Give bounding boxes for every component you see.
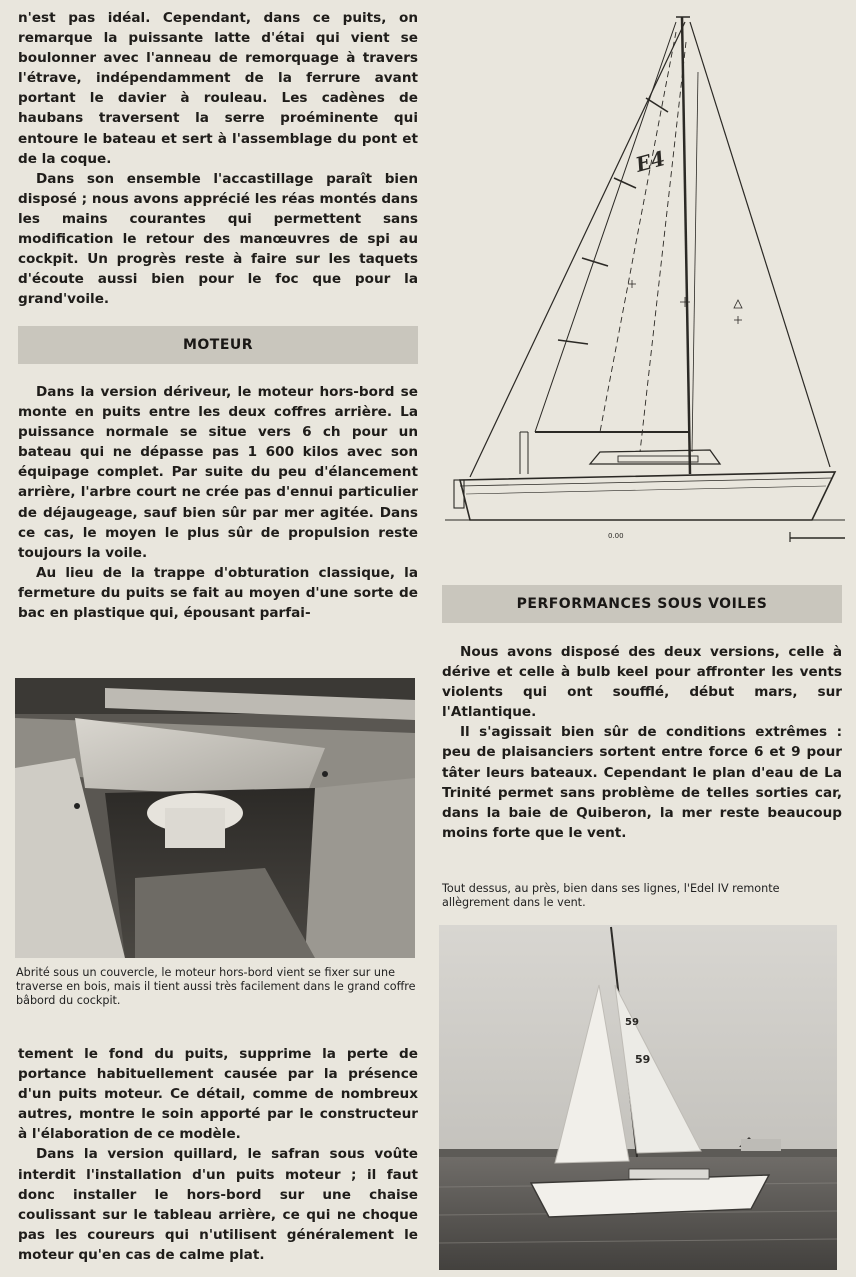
motor-photo-caption: Abrité sous un couvercle, le moteur hors-bord vient se fixer sur une traverse en bois, mais il tient aussi très facilement dans le grand coffre bâbord du cockpit. xyxy=(16,966,416,1007)
motor-well-illustration xyxy=(15,678,415,958)
section-header-performances xyxy=(442,585,842,623)
sail-number-top: 59 xyxy=(625,1017,639,1028)
sail-number-bottom: 59 xyxy=(635,1053,651,1066)
moteur-paragraph-2: Au lieu de la trappe d'obturation classique, la fermeture du puits se fait au moyen d'une sorte de bac en plastique qui, épousant parfai- xyxy=(18,564,418,622)
performances-text xyxy=(442,642,842,843)
boat-photo-caption: Tout dessus, au près, bien dans ses lignes, l'Edel IV remonte allègrement dans le vent. xyxy=(442,882,780,909)
section-header-moteur xyxy=(18,326,418,364)
sailing-boat-illustration xyxy=(439,925,837,1270)
motor-well-photo xyxy=(15,678,415,958)
hull-marking: 0.00 xyxy=(608,532,624,540)
section-title-performances: PERFORMANCES SOUS VOILES xyxy=(516,596,768,612)
continuation-text xyxy=(18,1044,418,1265)
section-title-moteur: MOTEUR xyxy=(182,337,254,353)
performances-paragraph-1: Nous avons disposé des deux versions, celle à dérive et celle à bulb keel pour affronter les vents violents qui ont soufflé, début mars, sur l'Atlantique. xyxy=(442,644,842,721)
continuation-paragraph-1: tement le fond du puits, supprime la perte de portance habituellement causée par la présence d'un puits moteur. Ce détail, comme de nombreux autres, montre le soin apporté par le constructeur à l'élaboration de ce modèle. xyxy=(18,1046,418,1143)
sail-marking: E4 xyxy=(633,146,668,177)
sail-plan-illustration xyxy=(440,12,850,552)
sailing-boat-photo xyxy=(439,925,837,1270)
sail-plan-drawing xyxy=(440,12,850,552)
performances-paragraph-2: Il s'agissait bien sûr de conditions extrêmes : peu de plaisanciers sortent entre force 6 et 9 pour tâter leurs bateaux. Cependant le plan d'eau de La Trinité permet sans problème de telles sorties car, dans la baie de Quiberon, la mer reste beaucoup moins forte que le vent. xyxy=(442,724,842,841)
moteur-text xyxy=(18,382,418,623)
intro-paragraph-2: Dans son ensemble l'accastillage paraît bien disposé ; nous avons apprécié les réas montés dans les mains courantes qui permettent sans modification le retour des manœuvres de spi au cockpit. Un progrès reste à faire sur les taquets d'écoute aussi bien pour le foc que pour la grand'voile. xyxy=(18,170,418,308)
intro-text xyxy=(18,8,418,309)
intro-paragraph-1: n'est pas idéal. Cependant, dans ce puits, on remarque la puissante latte d'étai qui vient se boulonner avec l'anneau de remorquage à travers l'étrave, indépendamment de la ferrure avant portant le davier à rouleau. Les cadènes de haubans traversent la serre proéminente qui entoure le bateau et sert à l'assemblage du pont et de la coque. xyxy=(18,10,418,167)
moteur-paragraph-1: Dans la version dériveur, le moteur hors-bord se monte en puits entre les deux coffres arrière. La puissance normale se situe vers 6 ch pour un bateau qui ne dépasse pas 1 600 kilos avec son équipage complet. Par suite du peu d'élancement arrière, l'arbre court ne crée pas d'ennui particulier de déjaugeage, sauf bien sûr par mer agitée. Dans ce cas, le moyen le plus sûr de propulsion reste toujours la voile. xyxy=(18,384,418,561)
continuation-paragraph-2: Dans la version quillard, le safran sous voûte interdit l'installation d'un puits moteur ; il faut donc installer le hors-bord sur une chaise coulissant sur le tableau arrière, ce qui ne choque pas les coureurs qui n'utilisent généralement le moteur qu'en cas de calme plat. xyxy=(18,1146,418,1263)
